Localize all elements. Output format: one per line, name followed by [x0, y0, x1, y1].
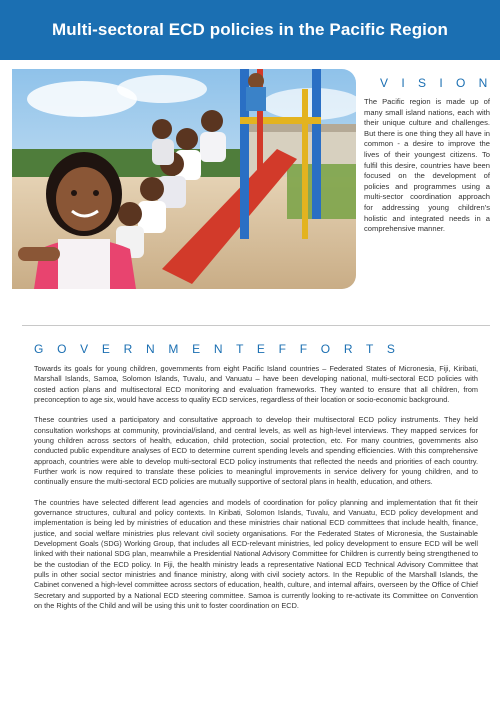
page-title: Multi-sectoral ECD policies in the Pacific Region [52, 20, 448, 39]
title-banner [0, 0, 500, 60]
section-divider [22, 325, 490, 326]
photo-reflection [12, 289, 356, 333]
government-efforts-heading: G O V E R N M E N T E F F O R T S [34, 342, 401, 356]
vision-heading: V I S I O N [380, 76, 493, 90]
paragraph: The countries have selected different lead agencies and models of coordination for policy planning and implementation that fit their governance structures, cultural and policy contexts. In Kiribati, Solomon Islands, Tuvalu, and Vanuatu, ECD policy development and implementation is being led by ministries of education and these ministries chair national ECD committees that include health, finance, justice, and social welfare ministries plus relevant civil society organisations. For the Federated States of Micronesia, the Sustainable Development Goals (SDG) Working Group, that includes all ECD-relevant ministries, led policy development to ensure ECD will be well linked with their national SDG plan, meanwhile a Presidential National Advisory Committee for Children is currently being strengthened to be the custodian of the ECD policy. In Fiji, the health ministry leads a representative National ECD Technical Advisory Committee that pulls in other social sector ministries and finance ministry, along with civil society actors. In the Republic of the Marshall Islands, the Cabinet convened a high-level committee across sectors of education, health, culture, and internal affairs, overseen by the Office of Chief Secretary and supported by a National ECD steering committee. Samoa is currently looking to re-activate its Committee on Convention on the Rights of the Child and will be using this unit to foster coordination on ECD. [34, 497, 478, 610]
paragraph: These countries used a participatory and consultative approach to develop their multisectoral ECD policy instruments. They held consultation workshops at community, provincial/island, and central levels, as well as high-level interviews. They mapped services for young children across sectors of health, education, child protection, social protection, etc. For many countries, governments also conducted public expenditure analyses of ECD to determine current spending levels and spending efficiencies. With this comprehensive approach, countries were able to develop multi-sectoral ECD policy instruments that reflected the needs and priorities of each country. Further work is now required to translate these policies to meaningful improvements in service delivery for young children, and to continually ensure the multi-sectoral ECD policies are mutually supportive of sectoral plans in health, education, and others. [34, 415, 478, 487]
government-efforts-body [34, 364, 478, 621]
paragraph: Towards its goals for young children, governments from eight Pacific Island countries – Federated States of Micronesia, Fiji, Kiribati, Marshall Islands, Samoa, Solomon Islands, Tuvalu, and Vanuatu – have been developing national, multi-sectoral ECD policies with costed action plans and multisectoral ECD monitoring and evaluation frameworks. They wanted to ensure that all children, from preconception to age six, would have access to quality ECD services, regardless of their location or socio-economic background. [34, 364, 478, 404]
photo-illustration [12, 69, 356, 289]
vision-text: The Pacific region is made up of many small island nations, each with their unique culture and challenges. But there is one thing they all have in common - a desire to improve the lives of their youngest citizens. To fulfil this desire, countries have been focused on the development of policies and programmes using a multi-sector coordination approach for addressing young children's holistic and integrated needs in a comprehensive manner. [364, 97, 490, 234]
children-playground-photo [12, 69, 356, 289]
